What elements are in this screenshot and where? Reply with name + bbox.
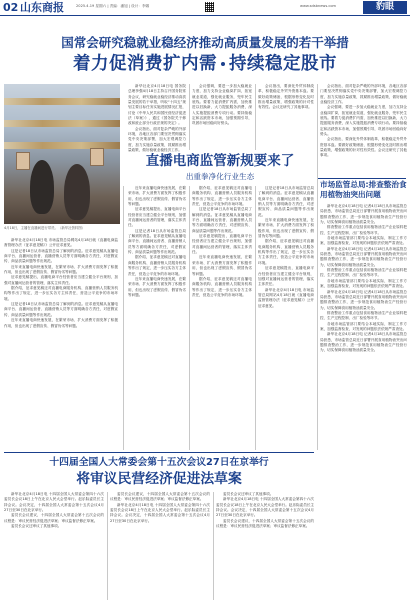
paragraph: 新华社北京4月18日电 记者4月18日从市场监管总局获悉，市场监管总局近日部署开展食用植物油突出问题排查整治工作，进一步规范食用植物油生产经营行为，切实保障食用植物油质量安全。 <box>320 246 407 267</box>
product-box <box>90 148 104 166</box>
story1-headline-left: 着力促消费扩内需 <box>73 54 217 74</box>
story3-column-1 <box>4 492 104 600</box>
product-box <box>16 152 30 170</box>
column-logo: 豹眼 <box>363 1 407 14</box>
paragraph: 据介绍，征求意见稿还对直播电商服务机构、直播营销人员服务机构等作出了规定，进一步压实各方主体责任，营造公平竞争的市场环境。 <box>128 255 186 276</box>
paragraph: 近年来直播电商快速发展，在繁荣市场、扩大消费方面发挥了积极作用，但也出现了虚假宣传、假冒伪劣等问题。 <box>4 264 118 275</box>
paragraph: 据介绍，征求意见稿还对直播电商服务机构、直播营销人员服务机构等作出了规定，进一步压实各方主体责任，营造公平竞争的市场环境。 <box>4 286 118 301</box>
story2-subhead: 出重拳净化行业生态 <box>185 172 255 181</box>
qr-code-icon <box>205 2 214 12</box>
story1-kicker: 国常会研究稳就业稳经济推动高质量发展的若干举措 <box>61 35 349 50</box>
story2-column-2 <box>128 186 186 450</box>
paragraph: 新华社北京4月18日电 市场监管总局网站4月18日就《直播电商监督管理办法（征求意见稿）》公开征求意见。 <box>4 238 118 248</box>
paragraph: 据介绍，征求意见稿还对直播电商服务机构、直播营销人员服务机构等作出了规定，进一步压实各方主体责任，营造公平竞争的市场环境。 <box>258 239 314 265</box>
paragraph: 委员长会议还审议了其他事项。 <box>11 524 62 529</box>
paragraph: 征求意见稿提出，直播电商平台经营者应当建立健全平台规则，加强对直播间运营者的管理，落实主体责任。 <box>258 266 314 287</box>
story3-kicker: 十四届全国人大常委会第十五次会议27日在京举行 <box>49 457 269 468</box>
paragraph: 新华社北京4月18日电 十四届全国人大常委会第四十六次委员长会议18日上午在北京人民大会堂举行。赵乐际委员长主持会议。会议决定，十四届全国人大常委会第十五次会议4月27日至30日在北京举行。 <box>110 502 210 523</box>
paragraph: 委员长会议建议，十四届全国人大常委会第十五次会议的议程是：审议民营经济促进法草案；审议监督法修正草案。 <box>110 492 210 502</box>
paragraph: 近年来直播电商快速发展，在繁荣市场、扩大消费方面发挥了积极作用，但也出现了虚假宣传、假冒伪劣等问题。 <box>192 255 252 276</box>
story1-column-2 <box>192 84 252 150</box>
issue-meta: 2025.4.19 星期六 | 责编：潘旭 | 设计：李娜 <box>76 4 150 8</box>
paragraph: 这是记者18日从市场监管总局了解到的消息。征求意见稿从直播电商平台、直播间运营者、直播营销人员等方面明确各方责任，对虚假宣传、商品质量问题等作出规范。 <box>4 248 118 264</box>
paragraph: 新华社北京4月18日电 市场监管总局网站4月18日就《直播电商监督管理办法（征求意见稿）》公开征求意见。 <box>258 287 314 308</box>
paragraph: 新华社北京4月18日电 国务院总理李强4月18日主持召开国务院常务会议，研究稳就业稳经济推动高质量发展的若干举措，听取“十四五”规划主要目标任务实施进展情况汇报，讨论《中华人民共和国民营经济促进法（草案）》，通过《国务院关于修改和废止部分行政法规的决定》。 <box>128 84 186 126</box>
paragraph: 近年来直播电商快速发展，在繁荣市场、扩大消费方面发挥了积极作用，但也出现了虚假宣传、假冒伪劣等问题。 <box>4 318 118 328</box>
paragraph: 排查整治工作重点包括食用植物油生产企业原料把控、生产过程控制、出厂检验等环节。 <box>320 268 407 278</box>
column-divider <box>255 186 256 450</box>
paragraph: 新华社北京4月18日电 十四届全国人大常委会第四十六次委员长会议18日上午在北京人民大会堂举行。赵乐际委员长主持会议。会议决定，十四届全国人大常委会第十五次会议4月27日至30日在北京举行。 <box>4 492 104 513</box>
page-number: 02 <box>3 1 19 14</box>
paragraph: 排查整治工作重点包括食用植物油生产企业原料把控、生产过程控制、出厂检验等环节。 <box>320 225 407 235</box>
paragraph: 各地市场监管部门要结合本地实际，制定工作方案，加强监督检查，对发现的问题依法依规严肃查处。 <box>320 321 407 331</box>
paragraph: 委员长会议建议，十四届全国人大常委会第十五次会议的议程是：审议民营经济促进法草案；审议监督法修正草案。 <box>4 513 104 523</box>
section-rule <box>4 452 314 453</box>
paragraph: 各地市场监管部门要结合本地实际，制定工作方案，加强监督检查，对发现的问题依法依规严肃查处。 <box>320 236 407 246</box>
paragraph: 征求意见稿提出，直播电商平台经营者应当建立健全平台规则，加强对直播间运营者的管理，落实主体责任。 <box>4 275 118 285</box>
photo-caption: 4月18日，主播在直播间进行带货。（新华社资料图） <box>4 226 86 230</box>
paragraph: 近年来直播电商快速发展，在繁荣市场、扩大消费方面发挥了积极作用，但也出现了虚假宣传、假冒伪劣等问题。 <box>128 186 186 207</box>
story2-headline: 直播电商监管新规要来了 <box>145 153 295 169</box>
paragraph: 会议指出，要深化外贸体制改革，积极稳定外贸外资基本盘。要做好政策储备，根据形势变化及时推出增量政策，增强政策的针对性有效性。会议还研究了其他事项。 <box>320 137 407 158</box>
paper-name: 山东商报 <box>20 1 64 14</box>
shelf <box>4 98 120 105</box>
paragraph: 新华社北京4月18日电 十四届全国人大常委会第四十六次委员长会议18日上午在北京人民大会堂举行。赵乐际委员长主持会议。会议决定，十四届全国人大常委会第十五次会议4月27日至30日在北京举行。 <box>216 497 315 518</box>
paragraph: 近年来直播电商快速发展，在繁荣市场、扩大消费方面发挥了积极作用，但也出现了虚假宣传、假冒伪劣等问题。 <box>128 276 186 297</box>
separator-dot-icon <box>221 62 225 66</box>
story3-headline: 将审议民营经济促进法草案 <box>76 471 242 487</box>
paragraph: 委员长会议建议，十四届全国人大常委会第十五次会议的议程是：审议民营经济促进法草案；审议监督法修正草案。 <box>216 518 314 529</box>
paragraph: 这是记者18日从市场监管总局了解到的消息。征求意见稿从直播电商平台、直播间运营者、直播营销人员等方面明确各方责任，对虚假宣传、商品质量问题等作出规范。 <box>128 228 186 255</box>
sidebar-body <box>320 204 407 599</box>
story1-column-4 <box>320 84 407 176</box>
story2-column-1 <box>4 238 118 450</box>
paragraph: 新华社北京4月18日电 记者4月18日从市场监管总局获悉，市场监管总局近日部署开展食用植物油突出问题排查整治工作，进一步规范食用植物油生产经营行为，切实保障食用植物油质量安全。 <box>320 289 407 310</box>
paragraph: 各地市场监管部门要结合本地实际，制定工作方案，加强监督检查，对发现的问题依法依规严肃查处。 <box>320 278 407 289</box>
paragraph: 新华社北京4月18日电 记者4月18日从市场监管总局获悉，市场监管总局近日部署开展食用植物油突出问题排查整治工作，进一步规范食用植物油生产经营行为，切实保障食用植物油质量安全。 <box>320 332 407 353</box>
column-divider <box>123 186 124 450</box>
paragraph: 这是记者18日从市场监管总局了解到的消息。征求意见稿从直播电商平台、直播间运营者、直播营销人员等方面明确各方责任，对虚假宣传、商品质量问题等作出规范。 <box>4 302 118 317</box>
column-divider <box>255 84 256 150</box>
column-divider <box>189 186 190 450</box>
masthead <box>0 0 410 16</box>
column-divider <box>213 492 214 600</box>
story2-column-4 <box>258 186 314 450</box>
streamer-figure <box>64 164 90 220</box>
livestream-photo <box>4 84 120 224</box>
paragraph: 这是记者18日从市场监管总局了解到的消息。征求意见稿从直播电商平台、直播间运营者、直播营销人员等方面明确各方责任，对虚假宣传、商品质量问题等作出规范。 <box>258 186 314 217</box>
sidebar-rule <box>318 178 406 179</box>
story2-column-3 <box>192 186 252 450</box>
website-url[interactable]: www.sdsbnews.com <box>300 4 337 8</box>
paragraph: 排查整治工作重点包括食用植物油生产企业原料把控、生产过程控制、出厂检验等环节。 <box>320 310 407 321</box>
story1-headline-right: 持续稳定股市 <box>229 54 337 74</box>
story1-headline <box>0 54 410 75</box>
paragraph: 这是记者18日从市场监管总局了解到的消息。征求意见稿从直播电商平台、直播间运营者、直播营销人员等方面明确各方责任，对虚假宣传、商品质量问题等作出规范。 <box>192 207 252 233</box>
paragraph: 征求意见稿提出，直播电商平台经营者应当建立健全平台规则，加强对直播间运营者的管理，落实主体责任。 <box>192 234 252 255</box>
paragraph: 委员长会议还审议了其他事项。 <box>223 492 274 496</box>
sidebar-headline: 市场监管总局:排查整治食用植物油突出问题 <box>320 180 407 199</box>
paragraph: 据介绍，征求意见稿还对直播电商服务机构、直播营销人员服务机构等作出了规定，进一步压实各方主体责任，营造公平竞争的市场环境。 <box>192 186 252 207</box>
story1-column-1 <box>128 84 186 153</box>
paragraph: 会议指出，要深化外贸体制改革，积极稳定外贸外资基本盘。要做好政策储备，根据形势变化及时推出增量政策，增强政策的针对性有效性。会议还研究了其他事项。 <box>258 84 314 110</box>
streamer-figure <box>30 160 54 214</box>
paragraph: 据介绍，征求意见稿还对直播电商服务机构、直播营销人员服务机构等作出了规定，进一步压实各方主体责任，营造公平竞争的市场环境。 <box>192 276 252 297</box>
paragraph: 会议指出，面对复杂严峻的外部环境，各地区各部门要坚决贯彻落实党中央决策部署，加大宏观调控力度，加力实施存量政策，抓紧推出增量政策，做好稳就业稳经济工作。 <box>320 84 407 105</box>
paragraph: 会议指出，面对复杂严峻的外部环境，各地区各部门要坚决贯彻落实党中央决策部署，加大宏观调控力度，加力实施存量政策，抓紧推出增量政策，做好稳就业稳经济工作。 <box>128 126 186 153</box>
story3-column-3 <box>216 492 314 600</box>
column-divider <box>189 84 190 150</box>
story3-column-2 <box>110 492 210 600</box>
story1-column-3 <box>258 84 314 150</box>
paragraph: 新华社北京4月18日电 记者4月18日从市场监管总局获悉，市场监管总局近日部署开展食用植物油突出问题排查整治工作，进一步规范食用植物油生产经营行为，切实保障食用植物油质量安全。 <box>320 204 407 225</box>
paragraph: 会议强调，要进一步加大稳就业力度，加力支持企业稳岗扩岗，拓宽就业渠道，强化就业服务，兜牢民生底线。要着力促消费扩内需，加快推进以旧换新，大力提振服务消费，深入实施提振消费专项行动。要持续稳定和活跃资本市场，加强预期引导，巩固市场回稳向好势头。 <box>192 84 252 126</box>
shelf <box>4 120 120 127</box>
paragraph: 会议强调，要进一步加大稳就业力度，加力支持企业稳岗扩岗，拓宽就业渠道，强化就业服务，兜牢民生底线。要着力促消费扩内需，加快推进以旧换新，大力提振服务消费，深入实施提振消费专项行动。要持续稳定和活跃资本市场，加强预期引导，巩固市场回稳向好势头。 <box>320 105 407 137</box>
paragraph: 征求意见稿提出，直播电商平台经营者应当建立健全平台规则，加强对直播间运营者的管理，落实主体责任。 <box>128 207 186 228</box>
paragraph: 近年来直播电商快速发展，在繁荣市场、扩大消费方面发挥了积极作用，但也出现了虚假宣传、假冒伪劣等问题。 <box>258 218 314 239</box>
column-divider <box>317 84 318 450</box>
column-divider <box>107 492 108 600</box>
